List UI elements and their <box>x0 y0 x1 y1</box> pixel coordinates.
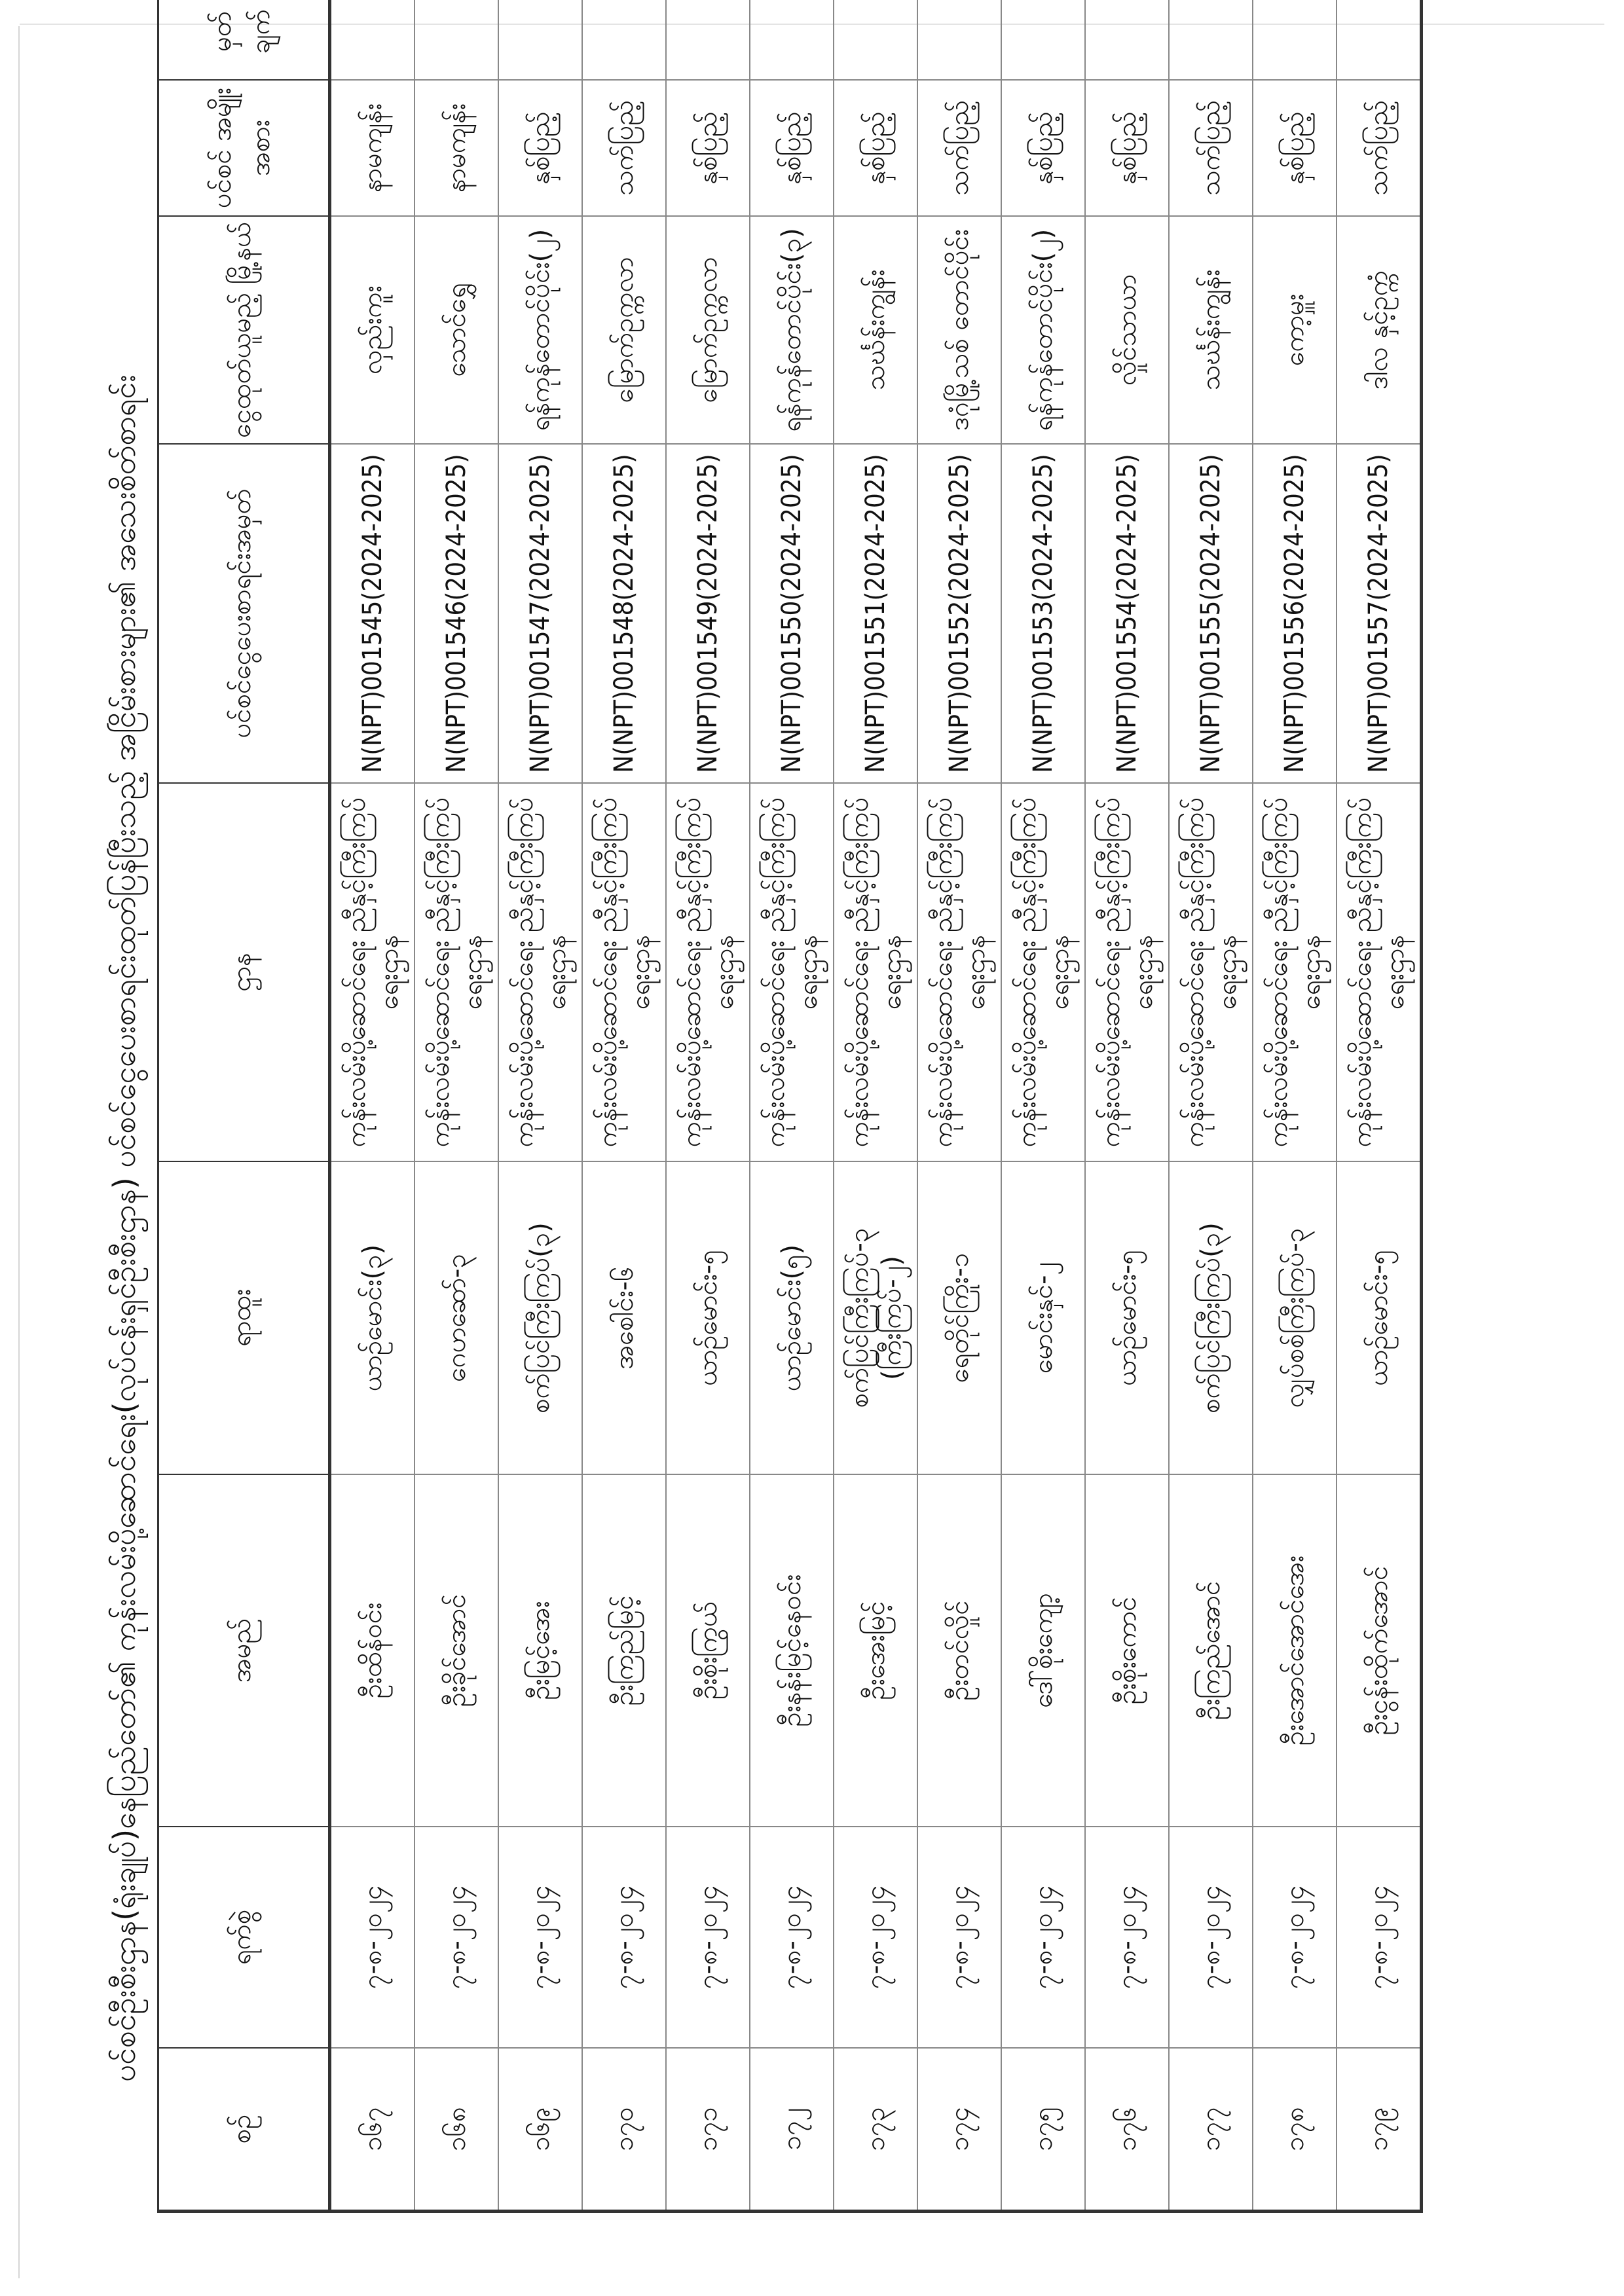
cell-date: ၇-၈-၂၀၂၄ <box>415 1827 498 2048</box>
cell-date: ၇-၈-၂၀၂၄ <box>750 1827 834 2048</box>
cell-position: ယာဉ်မောင်း-၅ <box>666 1161 750 1474</box>
cell-name: ဦးနန်းမြင့်နေဝင်း <box>750 1474 834 1827</box>
cell-date: ၇-၈-၂၀၂၄ <box>1253 1827 1337 2048</box>
cell-township: မြောက်ဥက္ကလာ <box>666 216 750 444</box>
table-row <box>750 0 834 2212</box>
cell-township: လှည်းကူး <box>330 216 415 444</box>
cell-department: ကုန်းလမ်းပို့ဆောင်ရေး ညီနှင့်ကြီးကြပ်ရေးဌာန <box>666 783 750 1161</box>
table-row <box>834 0 917 2212</box>
cell-township: ကော့မှူး <box>1253 216 1337 444</box>
cell-pension-no: N(NPT)001547(2024-2025) <box>498 444 582 783</box>
cell-pension-no: N(NPT)001555(2024-2025) <box>1169 444 1253 783</box>
cell-remarks <box>1253 0 1337 80</box>
cell-position: ရေတိုင်ကြိုး-၁ <box>917 1161 1001 1474</box>
pension-table <box>157 0 1423 2213</box>
cell-position: အစေါင်း-၆ <box>582 1161 666 1474</box>
cell-department: ကုန်းလမ်းပို့ဆောင်ရေး ညီနှင့်ကြီးကြပ်ရေးဌာန <box>1169 783 1253 1161</box>
cell-pension-type: နှစ်ပြည့် <box>834 80 917 216</box>
cell-remarks <box>1085 0 1169 80</box>
header-name: အမည် <box>158 1474 330 1827</box>
header-department: ဌာန <box>158 783 330 1161</box>
cell-position: ယာဉ်မောင်း-၅ <box>1337 1161 1422 1474</box>
cell-pension-type: နှစ်ပြည့် <box>1001 80 1085 216</box>
cell-date: ၇-၈-၂၀၂၄ <box>666 1827 750 2048</box>
cell-name: ဦးအေးမြင့် <box>834 1474 917 1827</box>
cell-pension-type: နှစ်ပြည့် <box>1085 80 1169 216</box>
cell-pension-type: နှစ်ပြည့် <box>750 80 834 216</box>
cell-remarks <box>1169 0 1253 80</box>
cell-department: ကုန်းလမ်းပို့ဆောင်ရေး ညီနှင့်ကြီးကြပ်ရေးဌာန <box>834 783 917 1161</box>
cell-department: ကုန်းလမ်းပို့ဆောင်ရေး ညီနှင့်ကြီးကြပ်ရေးဌာန <box>582 783 666 1161</box>
table-row <box>1253 0 1337 2212</box>
cell-township: ရန်ကုန်တောင်ပိုင်း(၂) <box>1001 216 1085 444</box>
cell-township: သင်္ဃန်းကျွန်း <box>1169 216 1253 444</box>
cell-serial: ၁၇၂ <box>750 2048 834 2212</box>
table-header-row <box>158 0 330 2212</box>
header-position: ရာထူး <box>158 1161 330 1474</box>
table-row <box>330 0 415 2212</box>
cell-pension-type: နာမကျန်း <box>415 80 498 216</box>
cell-position: စက်ပြင်ကြီးကြပ်-၃ (ကြီးကြပ်-၂) <box>834 1161 917 1474</box>
cell-township: လှိုင်သာယာ <box>1085 216 1169 444</box>
cell-position: ယာဉ်မောင်း-၅ <box>1085 1161 1169 1474</box>
cell-name: ဦးငွန်းထိုက်အောင် <box>1337 1474 1422 1827</box>
cell-name: ဦးခိုင်အောင် <box>415 1474 498 1827</box>
cell-serial: ၁၇၅ <box>1001 2048 1085 2212</box>
cell-pension-type: သက်ပြည့် <box>1169 80 1253 216</box>
cell-department: ကုန်းလမ်းပို့ဆောင်ရေး ညီနှင့်ကြီးကြပ်ရေးဌာန <box>415 783 498 1161</box>
cell-remarks <box>750 0 834 80</box>
cell-serial: ၁၇၁ <box>666 2048 750 2212</box>
cell-date: ၇-၈-၂၀၂၄ <box>917 1827 1001 2048</box>
rotated-document-page <box>92 9 1532 2213</box>
cell-department: ကုန်းလမ်းပို့ဆောင်ရေး ညီနှင့်ကြီးကြပ်ရေးဌာန <box>750 783 834 1161</box>
cell-pension-type: သက်ပြည့် <box>917 80 1001 216</box>
cell-serial: ၁၆၈ <box>415 2048 498 2212</box>
cell-serial: ၁၇၉ <box>1337 2048 1422 2212</box>
cell-date: ၇-၈-၂၀၂၄ <box>834 1827 917 2048</box>
cell-serial: ၁၇၈ <box>1253 2048 1337 2212</box>
cell-remarks <box>834 0 917 80</box>
cell-department: ကုန်းလမ်းပို့ဆောင်ရေး ညီနှင့်ကြီးကြပ်ရေးဌာန <box>1253 783 1337 1161</box>
cell-pension-no: N(NPT)001545(2024-2025) <box>330 444 415 783</box>
cell-remarks <box>1337 0 1422 80</box>
cell-serial: ၁၇၀ <box>582 2048 666 2212</box>
cell-name: ဦးကြည်မြင့် <box>582 1474 666 1827</box>
cell-township: ဒါလ နှင့်ဥက္ကံ <box>1337 216 1422 444</box>
cell-date: ၇-၈-၂၀၂၄ <box>1337 1827 1422 2048</box>
table-row <box>1085 0 1169 2212</box>
cell-pension-no: N(NPT)001557(2024-2025) <box>1337 444 1422 783</box>
cell-township: ရန်ကုန်တောင်ပိုင်း(၂) <box>498 216 582 444</box>
cell-department: ကုန်းလမ်းပို့ဆောင်ရေး ညီနှင့်ကြီးကြပ်ရေးဌာန <box>330 783 415 1161</box>
cell-position: လျှပ်စစ်ကြီးကြပ်-၃ <box>1253 1161 1337 1474</box>
table-row <box>1169 0 1253 2212</box>
cell-name: ဦးကြည်အောင် <box>1169 1474 1253 1827</box>
cell-position: စက်ပြင်ကြီးကြပ်(၃) <box>1169 1161 1253 1474</box>
cell-township: သင်္ဃန်းကျွန်း <box>834 216 917 444</box>
cell-name: ဦးစိုးကြွယ် <box>666 1474 750 1827</box>
table-row <box>1001 0 1085 2212</box>
cell-name: ဒေါ်စိုးကျော့ <box>1001 1474 1085 1827</box>
cell-township: မြောက်ဥက္ကလာ <box>582 216 666 444</box>
scan-edge-left <box>18 26 20 2278</box>
cell-remarks <box>666 0 750 80</box>
cell-pension-no: N(NPT)001548(2024-2025) <box>582 444 666 783</box>
cell-department: ကုန်းလမ်းပို့ဆောင်ရေး ညီနှင့်ကြီးကြပ်ရေးဌာန <box>1085 783 1169 1161</box>
table-row <box>917 0 1001 2212</box>
cell-name: ဦးအောင်အောင်အေး <box>1253 1474 1337 1827</box>
cell-pension-type: သက်ပြည့် <box>1337 80 1422 216</box>
table-row <box>582 0 666 2212</box>
cell-serial: ၁၇၇ <box>1169 2048 1253 2212</box>
cell-pension-type: နှစ်ပြည့် <box>1253 80 1337 216</box>
cell-pension-type: နှစ်ပြည့် <box>498 80 582 216</box>
header-date: ရက်စွဲ <box>158 1827 330 2048</box>
cell-pension-no: N(NPT)001551(2024-2025) <box>834 444 917 783</box>
cell-pension-no: N(NPT)001549(2024-2025) <box>666 444 750 783</box>
cell-position: စက်ပြင်ကြီးကြပ်(၃) <box>498 1161 582 1474</box>
cell-department: ကုန်းလမ်းပို့ဆောင်ရေး ညီနှင့်ကြီးကြပ်ရေးဌာန <box>917 783 1001 1161</box>
cell-remarks <box>330 0 415 80</box>
cell-date: ၇-၈-၂၀၂၄ <box>1085 1827 1169 2048</box>
cell-pension-type: နာမကျန်း <box>330 80 415 216</box>
cell-name: ဦးထိန်ဝင်း <box>330 1474 415 1827</box>
document-title: ပင်စင်ဦးစီးဌာန(ရုံးချုပ်)နေပြည်တော်၏ ကုန်းလမ်းပို့ဆောင်ရေး(လုပ်ငန်းရှင်ဦးစီးဌာန) ပင်စင်ငွေပေးစာရင်းထုတ်ပြန်ပြီးသည့် အငြိမ်းစားများ၏ အသေးစိတ်စာရင်း <box>107 374 142 2082</box>
cell-department: ကုန်းလမ်းပို့ဆောင်ရေး ညီနှင့်ကြီးကြပ်ရေးဌာန <box>1337 783 1422 1161</box>
cell-pension-no: N(NPT)001552(2024-2025) <box>917 444 1001 783</box>
table-row <box>415 0 498 2212</box>
cell-township: ရန်ကုန်တောင်ပိုင်း(၃) <box>750 216 834 444</box>
cell-date: ၇-၈-၂၀၂၄ <box>498 1827 582 2048</box>
cell-name: ဦးတင်လှိုင် <box>917 1474 1001 1827</box>
cell-date: ၇-၈-၂၀၂၄ <box>330 1827 415 2048</box>
cell-department: ကုန်းလမ်းပို့ဆောင်ရေး ညီနှင့်ကြီးကြပ်ရေးဌာန <box>1001 783 1085 1161</box>
cell-pension-no: N(NPT)001546(2024-2025) <box>415 444 498 783</box>
cell-serial: ၁၇၆ <box>1085 2048 1169 2212</box>
header-township: ငွေထုတ်ယူမည့် မြို့နယ် <box>158 216 330 444</box>
cell-serial: ၁၇၃ <box>834 2048 917 2212</box>
cell-remarks <box>917 0 1001 80</box>
cell-name: ဦးစိုးကောင် <box>1085 1474 1169 1827</box>
header-remarks: မှတ် ချက် <box>158 0 330 80</box>
cell-date: ၇-၈-၂၀၂၄ <box>582 1827 666 2048</box>
cell-date: ၇-၈-၂၀၂၄ <box>1001 1827 1085 2048</box>
header-pension-no: ပင်စင်ငွေပေးစာရင်းအမှတ် <box>158 444 330 783</box>
cell-serial: ၁၇၄ <box>917 2048 1001 2212</box>
cell-serial: ၁၆၇ <box>330 2048 415 2212</box>
cell-pension-no: N(NPT)001550(2024-2025) <box>750 444 834 783</box>
header-serial: စဉ် <box>158 2048 330 2212</box>
cell-position: မောင်းနှင်-၂ <box>1001 1161 1085 1474</box>
cell-position: ယာဉ်မောင်း(၃) <box>330 1161 415 1474</box>
cell-pension-type: နှစ်ပြည့် <box>666 80 750 216</box>
cell-name: ဦးမြင့်အေး <box>498 1474 582 1827</box>
cell-serial: ၁၆၉ <box>498 2048 582 2212</box>
cell-remarks <box>415 0 498 80</box>
cell-pension-type: သက်ပြည့် <box>582 80 666 216</box>
cell-township: ဒဂုံမြို့သစ် တောင်ပိုင်း <box>917 216 1001 444</box>
table-row <box>666 0 750 2212</box>
cell-position: ဂေဟဆော်-၃ <box>415 1161 498 1474</box>
cell-pension-no: N(NPT)001556(2024-2025) <box>1253 444 1337 783</box>
cell-remarks <box>1001 0 1085 80</box>
cell-department: ကုန်းလမ်းပို့ဆောင်ရေး ညီနှင့်ကြီးကြပ်ရေးဌာန <box>498 783 582 1161</box>
table-row <box>1337 0 1422 2212</box>
cell-position: ယာဉ်မောင်း(၅) <box>750 1161 834 1474</box>
cell-pension-no: N(NPT)001553(2024-2025) <box>1001 444 1085 783</box>
cell-township: သောင်ရွှေ <box>415 216 498 444</box>
header-pension-type: ပင်စင် အမျိုးအစား <box>158 80 330 216</box>
cell-remarks <box>498 0 582 80</box>
table-row <box>498 0 582 2212</box>
cell-remarks <box>582 0 666 80</box>
cell-pension-no: N(NPT)001554(2024-2025) <box>1085 444 1169 783</box>
cell-date: ၇-၈-၂၀၂၄ <box>1169 1827 1253 2048</box>
